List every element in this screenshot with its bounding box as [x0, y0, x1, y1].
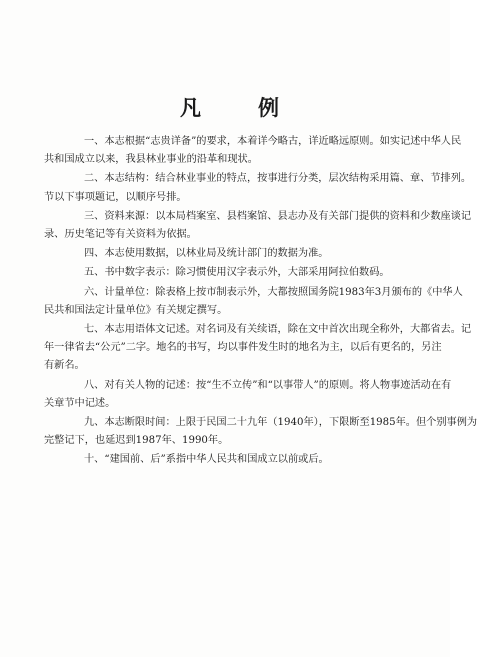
paragraph-line: 共和国成立以来，我县林业事业的沿革和现状。 — [44, 154, 258, 166]
paragraph-line: 三、资料来源：以本局档案室、县档案馆、县志办及有关部门提供的资料和少数座谈记 — [84, 210, 472, 222]
paragraph-line: 完整记下，也延迟到1987年、1990年。 — [44, 435, 229, 447]
paragraph — [44, 284, 463, 320]
paragraph — [64, 451, 418, 469]
paragraph-line: 九、本志断限时间：上限于民国二十九年（1940年），下限断至1985年。但个别事例为 — [84, 417, 477, 429]
paragraph-line: 七、本志用语体文记述。对名词及有关续语，除在文中首次出现全称外，大都省去。记 — [84, 324, 472, 336]
paragraph-line: 四、本志使用数据，以林业局及统计部门的数据为准。 — [84, 248, 329, 260]
paragraph-line: 关章节中记述。 — [44, 397, 116, 409]
document-body — [44, 133, 477, 471]
title-char-1: 凡 — [180, 95, 201, 120]
paragraph-line: 录、历史笔记等有关资料为依据。 — [44, 229, 197, 241]
paragraph-line: 有新名。 — [44, 360, 85, 372]
paragraph-line: 节以下事项题记，以顺序号排。 — [44, 191, 187, 203]
title-char-2: 例 — [258, 95, 279, 120]
paragraph-line: 民共和国法定计量单位》有关规定撰写。 — [44, 304, 228, 316]
paragraph-line: 二、本志结构：结合林业事业的特点，按事进行分类，层次结构采用篇、章、节排列。 — [84, 173, 472, 185]
paragraph-line: 六、计量单位：除表格上按市制表示外，大都按照国务院1983年3月颁布的《中华人 — [84, 286, 463, 298]
paragraph-line: 年一律省去“公元”二字。地名的书写，均以事件发生时的地名为主，以后有更名的，另注 — [44, 342, 442, 354]
paragraph — [64, 245, 418, 263]
paragraph — [44, 321, 472, 376]
paragraph — [44, 414, 477, 450]
paragraph-line: 一、本志根据“志贵详备”的要求，本着详今略古，详近略远原则。如实记述中华人民 — [84, 136, 462, 147]
paragraph-line: 十、“建国前、后”系指中华人民共和国成立以前或后。 — [84, 454, 329, 466]
paragraph-line: 五、书中数字表示：除习惯使用汉字表示外，大部采用阿拉伯数码。 — [84, 267, 390, 279]
paragraph — [44, 208, 472, 244]
paragraph-line: 八、对有关人物的记述：按“生不立传”和“以事带人”的原则。将人物事迹活动在有 — [84, 379, 452, 391]
paragraph — [44, 133, 462, 169]
paragraph — [44, 377, 452, 413]
paragraph — [44, 170, 472, 206]
paragraph — [64, 264, 418, 282]
